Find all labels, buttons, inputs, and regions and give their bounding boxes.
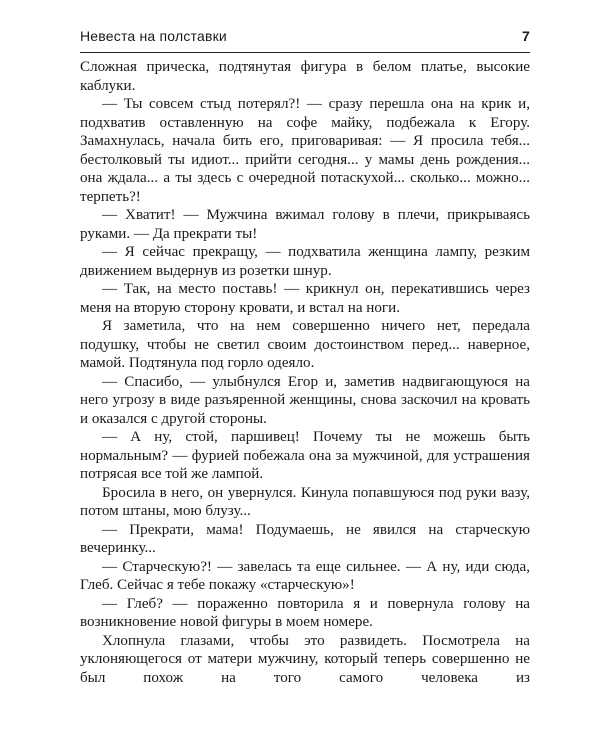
paragraph: — А ну, стой, паршивец! Почему ты не можешь быть нормальным? — фурией побежала она за мужчиной, для устрашения потрясая все той же лампой. <box>80 429 530 482</box>
paragraph: — Прекрати, мама! Подумаешь, не явился на старческую вечеринку... <box>80 521 530 556</box>
running-title: Невеста на полставки <box>80 28 227 44</box>
paragraph: — Спасибо, — улыбнулся Егор и, заметив надвигающуюся на него угрозу в виде разъяренной женщины, снова заскочил на кровать и оказался с другой стороны. <box>80 373 530 427</box>
paragraph: Бросила в него, он увернулся. Кинула попавшуюся под руки вазу, потом штаны, мою блузу... <box>80 484 530 519</box>
paragraph: — Хватит! — Мужчина вжимал голову в плечи, прикрываясь руками. — Да прекрати ты! <box>80 207 530 242</box>
body-text <box>80 58 530 687</box>
paragraph: — Ты совсем стыд потерял?! — сразу перешла она на крик и, подхватив оставленную на софе майку, подбежала к Егору. Замахнулась, начала бить его, приговаривая: — Я просила тебя... бестолковый ты идиот... прийти сегодня... у мамы день рождения... она ждала... а ты здесь с очередной потаскухой... сколько... можно... терпеть?! <box>80 96 530 205</box>
paragraph: — Так, на место поставь! — крикнул он, перекатившись через меня на вторую сторону кровати, и встал на ноги. <box>80 281 530 316</box>
header-rule <box>80 52 530 53</box>
paragraph: — Старческую?! — завелась та еще сильнее. — А ну, иди сюда, Глеб. Сейчас я тебе покажу «старческую»! <box>80 558 530 593</box>
paragraph: — Я сейчас прекращу, — подхватила женщина лампу, резким движением выдернув из розетки шнур. <box>80 244 530 279</box>
paragraph: Сложная прическа, подтянутая фигура в белом платье, высокие каблуки. <box>80 59 530 94</box>
paragraph: Я заметила, что на нем совершенно ничего нет, передала подушку, чтобы не светил своим достоинством перед... наверное, мамой. Подтянула под горло одеяло. <box>80 318 530 371</box>
running-head <box>80 28 530 50</box>
page-number: 7 <box>522 28 530 44</box>
paragraph: Хлопнула глазами, чтобы это развидеть. Посмотрела на уклоняющегося от матери мужчину, который теперь совершенно не был похож на того самого человека из <box>80 632 530 686</box>
paragraph: — Глеб? — пораженно повторила я и повернула голову на возникновение новой фигуры в моем номере. <box>80 595 530 630</box>
